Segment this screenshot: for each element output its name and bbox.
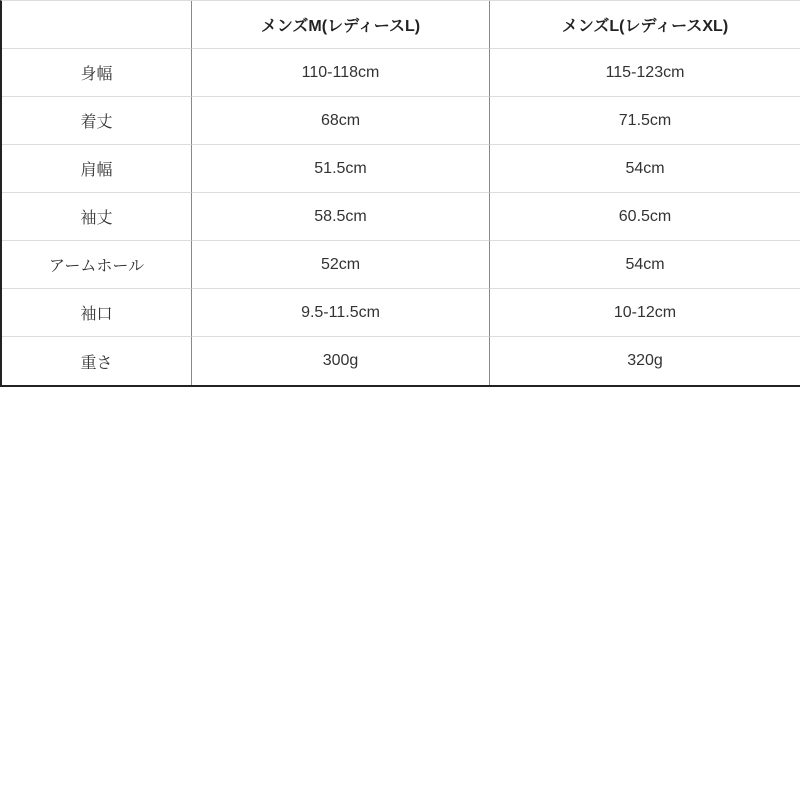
cell-value: 115-123cm [490,49,800,97]
cell-value: 71.5cm [490,97,800,145]
header-cell-mens-l: メンズL(レディースXL) [490,1,800,49]
cell-value: 68cm [192,97,490,145]
header-cell-empty [2,1,192,49]
cell-value: 10-12cm [490,289,800,337]
row-label: 重さ [2,337,192,385]
table-row-armhole [2,241,800,289]
table-row-weight [2,337,800,385]
size-chart-table [0,0,800,387]
cell-value: 110-118cm [192,49,490,97]
row-label: 着丈 [2,97,192,145]
cell-value: 54cm [490,145,800,193]
row-label: アームホール [2,241,192,289]
cell-value: 320g [490,337,800,385]
cell-value: 60.5cm [490,193,800,241]
row-label: 肩幅 [2,145,192,193]
table-row-cuff [2,289,800,337]
cell-value: 300g [192,337,490,385]
table-row-shoulder-width [2,145,800,193]
cell-value: 51.5cm [192,145,490,193]
cell-value: 58.5cm [192,193,490,241]
table-row-length [2,97,800,145]
table-row-body-width [2,49,800,97]
table-row-sleeve-length [2,193,800,241]
header-cell-mens-m: メンズM(レディースL) [192,1,490,49]
row-label: 袖丈 [2,193,192,241]
header-row [2,1,800,49]
cell-value: 52cm [192,241,490,289]
cell-value: 54cm [490,241,800,289]
row-label: 身幅 [2,49,192,97]
row-label: 袖口 [2,289,192,337]
cell-value: 9.5-11.5cm [192,289,490,337]
